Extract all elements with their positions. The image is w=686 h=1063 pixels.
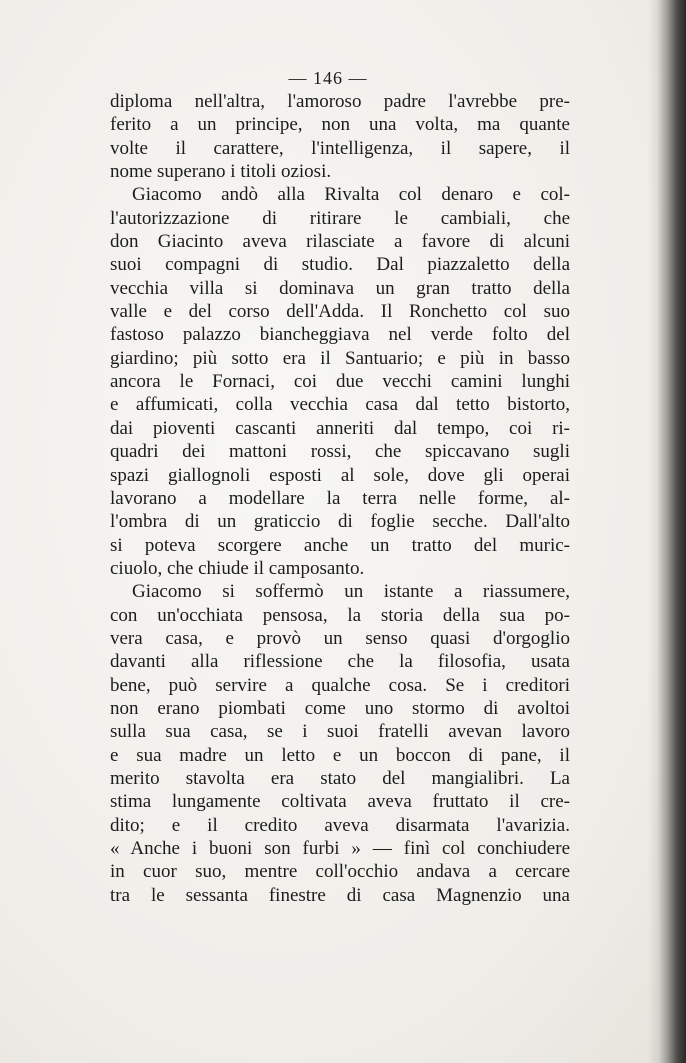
text-line: stima lungamente coltivata aveva fruttato il cre- <box>110 791 570 813</box>
text-line: non erano piombati come uno stormo di avoltoi <box>110 697 570 719</box>
text-line: vera casa, e provò un senso quasi d'orgoglio <box>110 627 570 649</box>
text-line: e sua madre un letto e un boccon di pane, il <box>110 744 570 766</box>
text-line: dito; e il credito aveva disarmata l'avarizia. <box>110 814 570 836</box>
text-line: « Anche i buoni son furbi » — finì col conchiudere <box>110 838 570 859</box>
text-line: si poteva scorgere anche un tratto del muric- <box>110 534 570 556</box>
text-line: Giacomo andò alla Rivalta col denaro e col- <box>132 184 570 206</box>
text-line: don Giacinto aveva rilasciate a favore di alcuni <box>110 231 570 253</box>
text-line: sulla sua casa, se i suoi fratelli avevan lavoro <box>110 721 570 743</box>
text-line: tra le sessanta finestre di casa Magnenzio una <box>110 884 570 906</box>
text-line: ferito a un principe, non una volta, ma quante <box>110 114 570 136</box>
text-line: e affumicati, colla vecchia casa dal tetto bistorto, <box>110 394 570 416</box>
text-line: quadri dei mattoni rossi, che spiccavano sugli <box>110 441 570 463</box>
body-text <box>110 90 570 907</box>
text-line: in cuor suo, mentre coll'occhio andava a cercare <box>110 861 570 883</box>
text-line: bene, può servire a qualche cosa. Se i creditori <box>110 674 570 696</box>
text-line: con un'occhiata pensosa, la storia della sua po- <box>110 604 570 626</box>
text-line: Giacomo si soffermò un istante a riassumere, <box>132 581 570 603</box>
text-line: volte il carattere, l'intelligenza, il sapere, il <box>110 137 570 159</box>
text-line: l'ombra di un graticcio di foglie secche. Dall'alto <box>110 511 570 533</box>
text-line: diploma nell'altra, l'amoroso padre l'avrebbe pre- <box>110 91 570 112</box>
text-line: fastoso palazzo biancheggiava nel verde folto del <box>110 324 570 346</box>
text-line: nome superano i titoli oziosi. <box>110 161 332 183</box>
text-line: vecchia villa si dominava un gran tratto della <box>110 277 570 299</box>
text-line: ancora le Fornaci, coi due vecchi camini lunghi <box>110 371 570 393</box>
text-line: giardino; più sotto era il Santuario; e più in basso <box>110 347 570 369</box>
text-line: suoi compagni di studio. Dal piazzaletto della <box>110 254 570 276</box>
text-line: merito stavolta era stato del mangialibri. La <box>110 767 570 789</box>
text-line: valle e del corso dell'Adda. Il Ronchetto col suo <box>110 301 570 323</box>
text-line: dai pioventi cascanti anneriti dal tempo, coi ri- <box>110 417 570 439</box>
text-line: spazi giallognoli esposti al sole, dove gli operai <box>110 464 570 486</box>
page-number: — 146 — <box>288 68 368 88</box>
text-line: lavorano a modellare la terra nelle forme, al- <box>110 487 570 509</box>
text-line: l'autorizzazione di ritirare le cambiali, che <box>110 207 570 229</box>
page-gutter-shadow <box>648 0 658 1063</box>
book-spine-edge <box>658 0 686 1063</box>
text-line: ciuolo, che chiude il camposanto. <box>110 557 365 579</box>
text-line: davanti alla riflessione che la filosofia, usata <box>110 651 570 673</box>
